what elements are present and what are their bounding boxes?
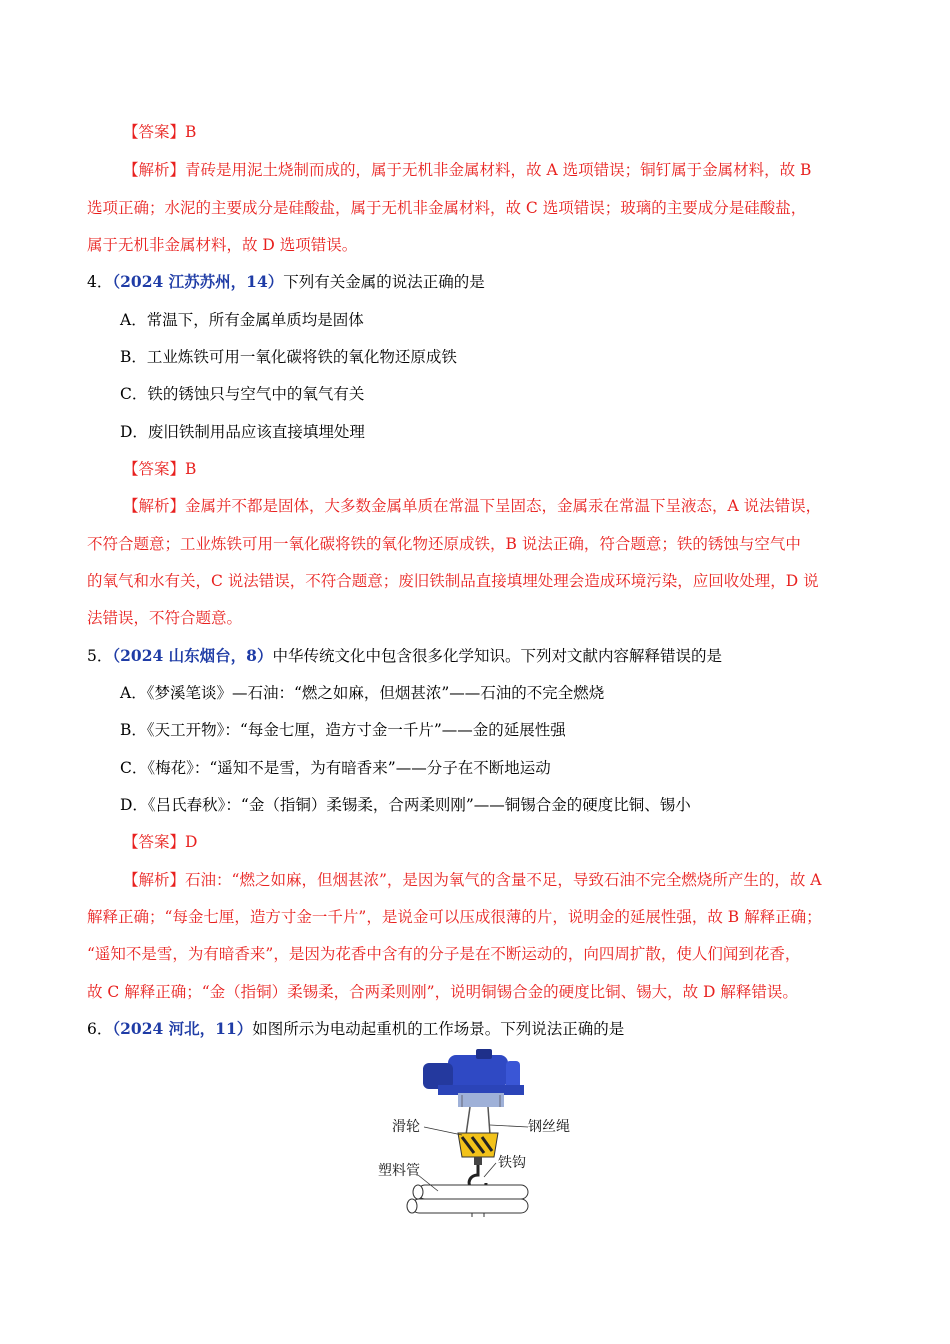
question-5-stem: 5．（2024 山东烟台，8）中华传统文化中包含很多化学知识。下列对文献内容解释错误的是: [87, 646, 722, 665]
label-plastic-pipe: 塑料管: [378, 1163, 420, 1179]
option-b: B．工业炼铁可用一氧化碳将铁的氧化物还原成铁: [120, 348, 457, 366]
explanation-line: 解释正确；“每金七厘，造方寸金一千片”，是说金可以压成很薄的片，说明金的延展性强，故 B 解释正确；: [87, 908, 822, 926]
question-6-stem: 6．（2024 河北，11）如图所示为电动起重机的工作场景。下列说法正确的是: [87, 1019, 625, 1038]
option-a: A．常温下，所有金属单质均是固体: [120, 311, 364, 329]
explanation-line: 的氧气和水有关，C 说法错误，不符合题意；废旧铁制品直接填埋处理会造成环境污染，应回收处理，D 说: [87, 572, 819, 590]
wire-rope: [466, 1107, 470, 1135]
answer-label: 【答案】D: [123, 833, 198, 851]
question-4-stem: 4．（2024 江苏苏州，14）下列有关金属的说法正确的是: [87, 272, 485, 291]
explanation-line: 【解析】青砖是用泥土烧制而成的，属于无机非金属材料，故 A 选项错误；铜钉属于金属材料，故 B: [123, 161, 812, 179]
label-wire-rope: 钢丝绳: [528, 1119, 570, 1135]
explanation-line: 选项正确；水泥的主要成分是硅酸盐，属于无机非金属材料，故 C 选项错误；玻璃的主要成分是硅酸盐，: [87, 199, 807, 217]
option-c: C．《梅花》：“遥知不是雪，为有暗香来”——分子在不断地运动: [120, 759, 551, 777]
question-source: （2024 山东烟台，8）: [112, 646, 273, 665]
explanation-line: 【解析】石油：“燃之如麻，但烟甚浓”，是因为氧气的含量不足，导致石油不完全燃烧所产生的，故 A: [123, 871, 822, 889]
explanation-line: 故 C 解释正确；“金（指铜）柔锡柔，合两柔则刚”，说明铜锡合金的硬度比铜、锡大，故 D 解释错误。: [87, 983, 798, 1001]
label-hook: 铁钩: [498, 1155, 526, 1171]
option-c: C．铁的锈蚀只与空气中的氧气有关: [120, 385, 365, 403]
explanation-line: 法错误，不符合题意。: [87, 609, 243, 627]
question-source: （2024 江苏苏州，14）: [112, 272, 284, 291]
label-pulley: 滑轮: [392, 1119, 420, 1135]
crane-figure: [378, 1045, 578, 1225]
answer-label: 【答案】B: [123, 123, 197, 141]
explanation-line: 【解析】金属并不都是固体，大多数金属单质在常温下呈固态，金属汞在常温下呈液态，A 说法错误，: [123, 497, 822, 515]
electric-hoist-icon: [423, 1049, 524, 1107]
explanation-line: 不符合题意；工业炼铁可用一氧化碳将铁的氧化物还原成铁，B 说法正确，符合题意；铁的锈蚀与空气中: [87, 535, 801, 553]
answer-label: 【答案】B: [123, 460, 197, 478]
option-b: B．《天工开物》：“每金七厘，造方寸金一千片”——金的延展性强: [120, 721, 566, 739]
option-a: A．《梦溪笔谈》—石油：“燃之如麻，但烟甚浓”——石油的不完全燃烧: [120, 684, 605, 702]
plastic-pipe-icon: [407, 1185, 528, 1213]
hook-block-icon: [458, 1133, 498, 1165]
explanation-line: 属于无机非金属材料，故 D 选项错误。: [87, 236, 358, 254]
explanation-line: “遥知不是雪，为有暗香来”，是因为花香中含有的分子是在不断运动的，向四周扩散，使人们闻到花香，: [87, 945, 801, 963]
option-d: D．废旧铁制用品应该直接填埋处理: [120, 423, 365, 441]
option-d: D．《吕氏春秋》：“金（指铜）柔锡柔，合两柔则刚”——铜锡合金的硬度比铜、锡小: [120, 796, 691, 814]
question-source: （2024 河北，11）: [112, 1019, 253, 1038]
